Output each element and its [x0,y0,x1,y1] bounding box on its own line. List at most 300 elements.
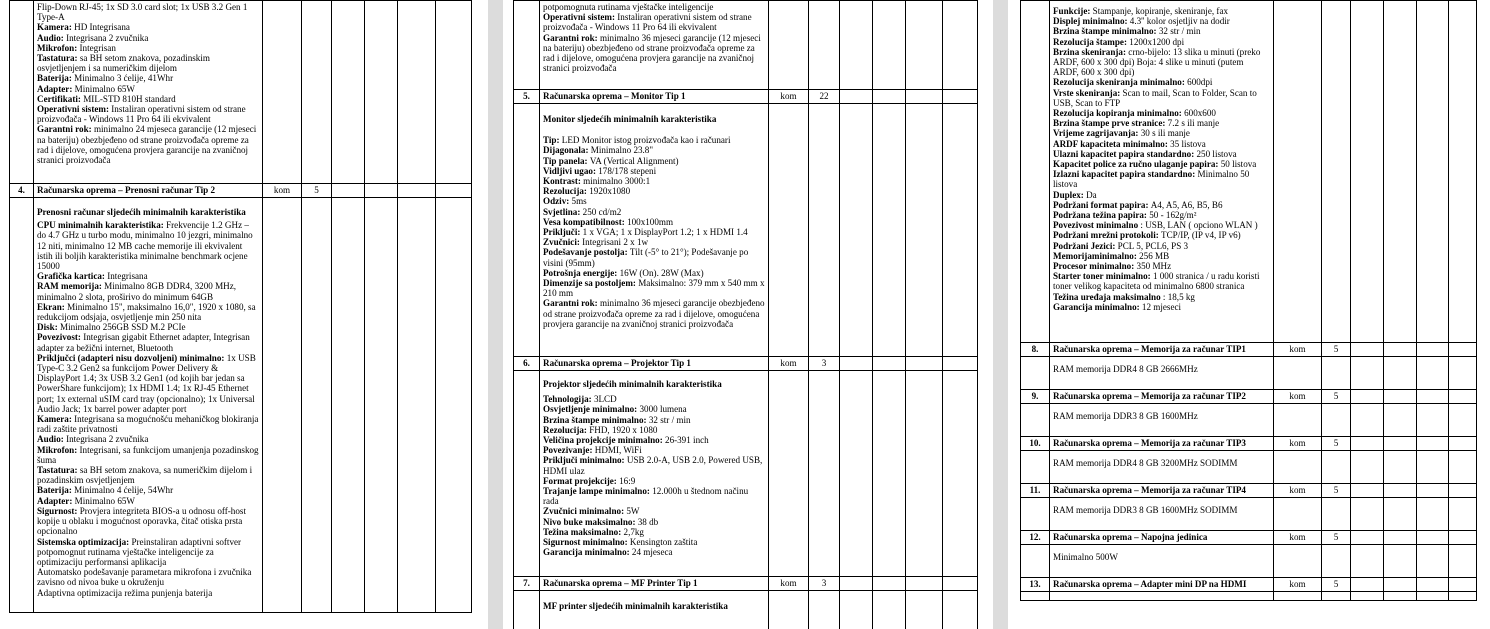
spec-table-page-1 [9,0,472,613]
spec-value: FHD, 1920 x 1080 [589,424,658,435]
item-unit: kom [1274,343,1322,357]
spec-line [543,268,765,278]
table-row [1021,592,1477,601]
spec-value: minimalno 36 mjeseci garancije (12 mjeseci na bateriju) obezbjeđeno od strane proizvođača opreme za rad i dijelove, omogućena provjera garancije na zvaničnoj stranici proizvođača [543,32,761,74]
spec-value: 178/178 stepeni [598,165,657,176]
spec-label: Certifikati: [37,93,84,104]
spec-value: minimalno 36 mjeseci garancije obezbjeđeno od strane proizvođača opreme za rad i dijelove, omogućena provjera garancije na zvaničnoj stranici proizvođača [543,298,765,329]
spec-heading: Prenosni računar sljedećih minimalnih karakteristika [37,207,246,217]
spec-label: Audio: [37,434,67,445]
spec-line [1053,118,1270,128]
item-quantity: 3 [809,357,840,371]
item-title: Računarska oprema – Monitor Tip 1 [540,90,769,104]
spec-line [1053,108,1270,118]
spec-line [37,332,259,352]
spec-label: Težina maksimalno: [543,526,624,537]
spec-line [543,486,765,506]
item-number: 5. [514,90,540,104]
spec-label: Garancija minimalno: [1053,301,1142,312]
spec-line [37,353,259,414]
spec-label: Garancija minimalno: [543,547,632,558]
table-row [1021,531,1477,545]
spec-line [543,166,765,176]
table-row [1021,390,1477,404]
spec-label: Mikrofon: [37,42,80,53]
spec-label: Adapter: [37,83,75,94]
spec-cell [34,198,263,613]
item-quantity: 5 [1322,484,1351,498]
spec-label: Kontrast: [543,176,584,187]
spec-value: 50 - 162g/m² [1149,210,1197,221]
table-row [514,90,978,104]
table-row [1021,451,1477,484]
spec-label: Osvjetljenje minimalno: [543,404,640,415]
spec-label: Displej minimalno: [1053,16,1130,27]
spec-value: USB 2.0-A, USB 2.0, Powered USB, HDMI ulaz [543,455,763,476]
spec-table-page-2 [513,0,978,629]
spec-label: Vrijeme zagrijavanja: [1053,128,1141,139]
spec-label: Priključi minimalno: [543,455,627,466]
spec-line [37,94,259,104]
spec-label: ARDF kapaciteta minimalno: [1053,138,1171,149]
spec-value: 32 str / min [648,414,691,425]
spec-label: Rezolucija kopiranja minimalno: [1053,108,1185,119]
spec-label: Operativni sistem: [543,12,618,23]
spec-value: Integrisani 2 x 1w [582,237,649,248]
spec-value: Automatsko podešavanje parametara mikrofona i zvučnika zavisno od nivoa buke u okruženju [37,567,252,588]
spec-value: Integrisan gigabit Ethernet adapter, Integrisan adapter za bežični internet, Bluetooth [37,332,250,353]
table-row [1021,404,1477,437]
spec-line [543,176,765,186]
spec-line [37,485,259,495]
document-page-1 [0,0,488,629]
item-unit: kom [769,577,809,591]
spec-label: Duplex: [1053,189,1087,200]
spec-value: 600x600 [1184,108,1216,119]
spec-label: Dimenzije sa postoljem: [543,278,639,289]
spec-label: Garantni rok: [37,124,94,135]
item-title: Računarska oprema – Memorija za računar TIP2 [1050,390,1274,404]
table-row [1021,484,1477,498]
spec-value: MIL-STD 810H standard [83,93,176,104]
spec-label: Sistemska optimizacija: [37,536,132,547]
spec-label: Brzina štampe minimalno: [543,414,649,425]
spec-value: 16W (On). 28W (Max) [619,267,704,278]
spec-value: Minimalno 3 ćelije, 41Whr [74,73,174,84]
spec-label: Tip: [543,135,562,146]
spec-value: Minimalno 256GB SSD M.2 PCIe [60,322,186,333]
spec-value: Provjera integriteta BIOS-a u odnosu off-host kopije u oblaku i mogućnost oporavka, čitač otiska prsta opcionalno [37,505,246,537]
item-description: RAM memorija DDR3 8 GB 1600MHz [1050,404,1274,437]
spec-value: HD Integrisana [74,22,130,33]
spec-label: Sigurnost: [37,505,80,516]
spec-line [37,465,259,485]
spec-value: Minimalno 50 listova [1053,169,1250,190]
spec-label: CPU minimalnih karakteristika: [37,220,167,231]
spec-line [37,537,259,568]
spec-value: 12.000h u štednom načinu rada [543,486,749,507]
item-unit: kom [769,90,809,104]
spec-line [543,547,765,557]
spec-value: 250 listova [1196,148,1237,159]
spec-value: potpomognuta rutinama vještačke inteligencije [543,2,714,12]
spec-line [1053,292,1270,302]
spec-line [37,588,259,598]
spec-line [1053,37,1270,47]
spec-line [543,527,765,537]
spec-value: 26-391 inch [665,435,709,446]
spec-value: 3LCD [593,394,617,405]
spec-value: PCL 5, PCL6, PS 3 [1117,240,1189,251]
spec-label: Kamera: [37,22,75,33]
spec-cell [540,1,769,90]
spec-value: Flip-Down RJ-45; 1x SD 3.0 card slot; 1x USB 3.2 Gen 1 Type-A [37,2,248,23]
table-row [1021,357,1477,390]
item-quantity: 5 [1322,531,1351,545]
spec-label: Vesa kompatibilnost: [543,216,628,227]
spec-value: Integrisani, sa funkcijom umanjenja pozadinskog šuma [37,444,259,465]
item-description [1050,592,1274,601]
spec-label: Mikrofon: [37,444,80,455]
spec-label: Podržani format papira: [1053,199,1151,210]
spec-label: Priključi: [543,227,583,238]
spec-line [543,537,765,547]
spec-line [543,476,765,486]
spec-line [1053,77,1270,87]
spec-line [1053,6,1270,16]
table-row [514,371,978,577]
spec-line [543,517,765,527]
spec-label: Kapacitet police za ručno ulaganje papira: [1053,159,1221,170]
spec-line [1053,190,1270,200]
spec-line [37,33,259,43]
spec-value: Integrisan [79,42,116,53]
item-unit: kom [1274,390,1322,404]
item-title: Računarska oprema – Projektor Tip 1 [540,357,769,371]
item-quantity: 22 [809,90,840,104]
spec-line [1053,230,1270,240]
spec-value: 35 listova [1170,138,1206,149]
spec-line [1053,271,1270,291]
spec-value: minimalno 3000:1 [583,176,651,187]
spec-value: 12 mjeseci [1141,301,1182,312]
spec-label: Brzina štampe minimalno: [1053,26,1159,37]
spec-value: : USB, LAN ( opciono WLAN ) [1138,220,1258,231]
spec-value: 38 db [637,516,659,527]
spec-line [543,12,765,32]
spec-label: Priključci (adapteri nisu dozvoljeni) minimalno: [37,352,227,363]
item-number: 11. [1021,484,1050,498]
spec-value: 50 listova [1220,159,1257,170]
spec-value: sa BH setom znakova, sa numeričkim dijelom i pozadinskim osvjetljenjem [37,465,253,486]
spec-label: Tehnologija: [543,394,594,405]
item-quantity: 5 [1322,578,1351,592]
spec-label: Funkcije: [1053,6,1093,16]
spec-label: Operativni sistem: [37,104,112,115]
table-row [514,104,978,357]
spec-value: 600dpi [1187,77,1213,88]
spec-line [1053,128,1270,138]
spec-line [37,434,259,444]
spec-line [1053,169,1270,189]
spec-label: Veličina projekcije minimalno: [543,435,666,446]
spec-cell [540,104,769,357]
spec-line [543,445,765,455]
spec-value: HDMI, WiFi [594,445,642,456]
spec-line [543,435,765,445]
spec-line [543,455,765,475]
spec-value: 256 MB [1139,250,1170,261]
spec-line [37,43,259,53]
spec-line [543,415,765,425]
spec-line [543,278,765,298]
page-gap [488,0,503,629]
spec-value: 1 x VGA; 1 x DisplayPort 1.2; 1 x HDMI 1.4 [582,227,748,238]
item-title: Računarska oprema – Napojna jedinica [1050,531,1274,545]
table-row [514,577,978,591]
spec-label: Baterija: [37,73,75,84]
spec-line [37,567,259,587]
item-number: 8. [1021,343,1050,357]
item-number: 13. [1021,578,1050,592]
spec-value: 16:9 [619,475,636,486]
spec-line [543,135,765,145]
table-row [10,1,472,184]
item-unit: kom [1274,437,1322,451]
spec-value: Minimalno 65W [74,83,136,94]
table-row [1021,498,1477,531]
spec-line [37,445,259,465]
document-page-3 [1008,0,1490,629]
spec-value: Integrisana sa mogućnošću mehaničkog blokiranja radi zaštite privatnosti [37,414,259,435]
item-quantity: 3 [809,577,840,591]
spec-label: Povezivanje: [543,445,595,456]
spec-line [543,186,765,196]
spec-value: 30 s ili manje [1140,128,1190,139]
spec-value: Kensington zaštita [629,537,698,548]
spec-value: VA (Vertical Alignment) [589,155,679,166]
item-title: Računarska oprema – MF Printer Tip 1 [540,577,769,591]
spec-label: Izlazni kapacitet papira standardno: [1053,169,1198,180]
spec-label: Tastatura: [37,53,80,64]
spec-label: Tip panela: [543,155,590,166]
spec-line [543,247,765,267]
spec-value: 100x100mm [627,216,674,227]
spec-cell [1050,1,1274,343]
table-row [514,591,978,629]
table-row [10,184,472,198]
spec-value: Stampanje, kopiranje, skeniranje, fax [1092,6,1229,16]
spec-line [543,404,765,414]
spec-value: Integrisana 2 zvučnika [66,434,149,445]
spec-value: 1200x1200 dpi [1129,36,1185,47]
spec-label: Svjetlina: [543,206,583,217]
spec-label: Audio: [37,32,67,43]
spec-line [37,2,259,22]
spec-value: Frekvencije 1.2 GHz – do 4.7 GHz u turbo modu, minimalno 10 jezgri, minimalno 12 niti, minimalno 12 MB cache memorije ili ekvivalent istih ili boljih karakteristika minimalne benchmark ocjene 15000 [37,220,253,272]
table-row [1021,545,1477,578]
table-row [1021,437,1477,451]
spec-line [37,124,259,165]
spec-line [37,84,259,94]
spec-label: Povezivost minimalno [1053,220,1139,231]
spec-label: Težina uređaja maksimalno [1053,291,1161,302]
spec-label: Adapter: [37,495,75,506]
page-gap [993,0,1008,629]
item-number: 6. [514,357,540,371]
spec-label: Rezolucija: [543,186,590,197]
spec-label: Podešavanje postolja: [543,247,630,258]
spec-line [1053,149,1270,159]
spec-heading: Projektor sljedećih minimalnih karakteristika [543,379,722,389]
table-row [1021,578,1477,592]
spec-value: Instaliran operativni sistem od strane proizvođača - Windows 11 Pro 64 ili ekvivalent [543,12,752,33]
item-number: 7. [514,577,540,591]
spec-label: Grafička kartica: [37,271,108,282]
spec-value: Minimalno 15", maksimalno 16,0", 1920 x 1080, sa redukcijom odsjaja, osvjetljenje min 250 nita [37,301,256,323]
spec-value: Instaliran operativni sistem od strane proizvođača - Windows 11 Pro 64 ili ekvivalent [37,104,246,125]
spec-value: 5W [626,506,640,517]
table-row [10,198,472,613]
spec-value: A4, A5, A6, B5, B6 [1150,199,1223,210]
spec-label: Dijagonala: [543,145,591,156]
table-row [1021,343,1477,357]
spec-value: 3000 lumena [639,404,687,415]
spec-table-page-3 [1020,0,1477,601]
spec-label: Podržani Jezici: [1053,240,1118,251]
spec-line [543,237,765,247]
spec-value: Integrisana [107,271,148,282]
spec-line [1053,210,1270,220]
document-page-2 [503,0,993,629]
spec-value: Da [1086,189,1097,200]
table-row [514,357,978,371]
spec-line [1053,88,1270,108]
spec-cell [540,371,769,577]
spec-value: Maksimalno: 379 mm x 540 mm x 210 mm [543,278,765,299]
spec-label: Garantni rok: [543,298,600,309]
spec-line [543,298,765,329]
spec-line [543,2,765,12]
spec-value: Integrisana 2 zvučnika [66,32,149,43]
item-title: Računarska oprema – Memorija za računar TIP3 [1050,437,1274,451]
spec-heading: Monitor sljedećih minimalnih karakteristika [543,114,717,124]
spec-line [37,414,259,434]
item-quantity: 5 [1322,343,1351,357]
spec-value: Minimalno 23.8" [590,145,654,156]
spec-line [543,156,765,166]
spec-label: Podržani mrežni protokoli: [1053,230,1162,241]
spec-line [543,425,765,435]
spec-value: crno-bijelo: 13 slika u minuti (preko ARDF, 600 x 300 dpi) Boja: 4 slike u minuti (putem ARDF, 600 x 300 dpi) [1053,46,1261,78]
spec-label: Rezolucija skeniranja minimalno: [1053,77,1188,88]
spec-value: TCP/IP, (IP v4, IP v6) [1161,230,1241,241]
spec-label: Kamera: [37,414,75,425]
spec-line [1053,251,1270,261]
spec-line [1053,241,1270,251]
item-unit: kom [1274,484,1322,498]
spec-value: : 18,5 kg [1160,291,1195,302]
spec-value: minimalno 24 mjeseca garancije (12 mjeseci na bateriju) obezbjeđeno od strane proizvođača opreme za rad i dijelove, omogućena provjera garancije na zvaničnoj stranici proizvođača [37,124,257,166]
spec-line [1053,47,1270,78]
spec-line [37,53,259,73]
spec-label: Tastatura: [37,465,80,476]
spec-value: 1 000 stranica / u radu koristi toner velikog kapaciteta od minimalno 6800 stranica [1053,271,1260,292]
spec-line [37,22,259,32]
spec-label: Brzina skeniranja: [1053,46,1129,57]
spec-label: Brzina štampe prve stranice: [1053,118,1168,129]
spec-value: 1920x1080 [589,186,631,197]
spec-label: Potrošnja energije: [543,267,620,278]
spec-line [1053,16,1270,26]
item-title: Računarska oprema – Prenosni računar Tip 2 [34,184,263,198]
table-row [514,1,978,90]
item-unit: kom [1274,578,1322,592]
spec-line [37,322,259,332]
spec-label: Starter toner minimalno: [1053,271,1153,282]
spec-line [543,227,765,237]
spec-line [37,271,259,281]
spec-line [1053,26,1270,36]
spec-cell [540,591,769,629]
spec-label: Trajanje lampe minimalno: [543,486,653,497]
spec-label: Baterija: [37,485,75,496]
spec-value: Minimalno 8GB DDR4, 3200 MHz, minimalno 2 slota, proširivo do minimum 64GB [37,281,237,302]
spec-value: 350 MHz [1136,261,1172,272]
spec-line [543,217,765,227]
spec-value: 250 cd/m2 [582,206,622,217]
spec-value: 1x USB Type-C 3.2 Gen2 sa funkcijom Power Delivery & DisplayPort 1.4; 3x USB 3.2 Gen1 (od kojih bar jedan sa PowerShare funkcijom); 1x HDMI 1.4; 1x RJ-45 Ethernet port; 1x external uSIM card tray (opcionalno); 1x Universal Audio Jack; 1x barrel power adapter port [37,352,256,414]
item-title: Računarska oprema – Memorija za računar TIP4 [1050,484,1274,498]
item-quantity: 5 [302,184,332,198]
spec-value: Minimalno 65W [74,495,136,506]
spec-label: Zvučnici: [543,237,583,248]
spec-line [1053,302,1270,312]
item-quantity: 5 [1322,390,1351,404]
spec-line [543,207,765,217]
spec-label: Sigurnost minimalno: [543,537,630,548]
item-title: Računarska oprema – Memorija za računar TIP1 [1050,343,1274,357]
spec-value: Minimalno 4 ćelije, 54Whr [74,485,174,496]
spec-label: Vidljivi ugao: [543,165,599,176]
spec-label: Rezolucija: [543,424,590,435]
item-description: RAM memorija DDR4 8 GB 2666MHz [1050,357,1274,390]
spec-line [37,506,259,537]
spec-label: Zvučnici minimalno: [543,506,627,517]
spec-label: RAM memorija: [37,281,105,292]
spec-label: Procesor minimalno: [1053,261,1137,272]
spec-line [37,73,259,83]
spec-value: Preinstaliran adaptivni softver potpomognut rutinama vještačke inteligencije za optimizaciju performansi aplikacija [37,536,242,567]
spec-label: Ekran: [37,301,68,312]
spec-value: 2,7kg [623,526,644,537]
item-title: Računarska oprema – Adapter mini DP na HDMI [1050,578,1274,592]
item-description: RAM memorija DDR3 8 GB 1600MHz SODIMM [1050,498,1274,531]
spec-value: sa BH setom znakova, pozadinskim osvjetljenjem i sa numeričkim dijelom [37,53,210,74]
item-number: 9. [1021,390,1050,404]
spec-line [37,281,259,301]
spec-value: 24 mjeseca [631,547,673,558]
spec-line [1053,261,1270,271]
item-unit: kom [769,357,809,371]
spec-line [1053,159,1270,169]
spec-label: Memorijaminimalno: [1053,250,1140,261]
page-footer [390,623,392,629]
spec-line [37,302,259,322]
spec-value: 5ms [571,196,587,207]
spec-value: Adaptivna optimizacija režima punjenja baterija [37,587,213,598]
spec-line [37,104,259,124]
